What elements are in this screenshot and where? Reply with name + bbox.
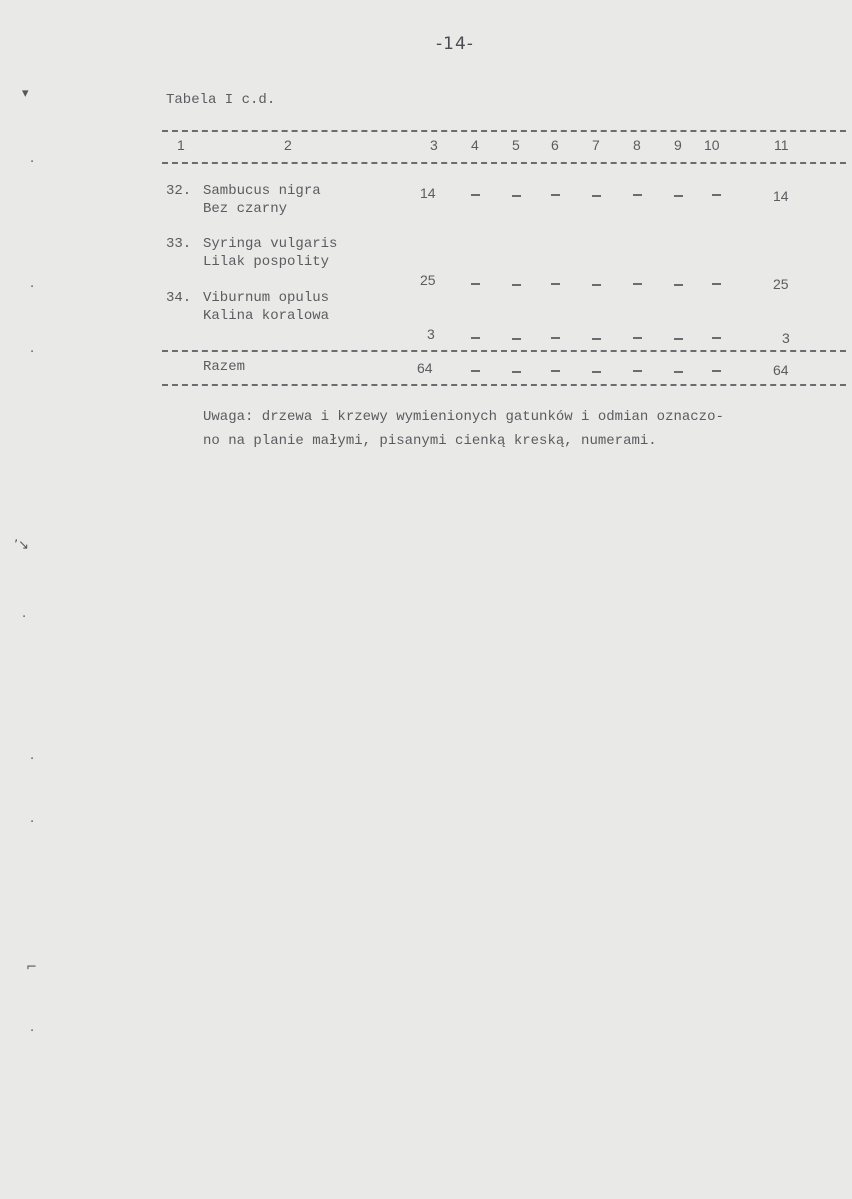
empty-cell-dash xyxy=(674,195,683,197)
column-header: 4 xyxy=(471,137,479,153)
margin-mark: · xyxy=(22,610,27,625)
column-header: 8 xyxy=(633,137,641,153)
column-header: 10 xyxy=(704,137,720,153)
count-col11: 14 xyxy=(773,188,789,204)
table-caption: Tabela I c.d. xyxy=(166,92,276,108)
empty-cell-dash xyxy=(674,284,683,286)
margin-mark: ʼ↘ xyxy=(14,538,30,553)
species-latin: Syringa vulgaris xyxy=(203,236,338,252)
column-header: 1 xyxy=(177,137,185,153)
row-number: 33. xyxy=(166,236,192,252)
species-latin: Sambucus nigra xyxy=(203,183,321,199)
empty-cell-dash xyxy=(551,283,560,285)
total-col3: 64 xyxy=(417,360,433,376)
empty-cell-dash xyxy=(592,195,601,197)
margin-mark: · xyxy=(30,155,35,170)
empty-cell-dash xyxy=(551,194,560,196)
table-rule-total-top xyxy=(162,350,846,352)
empty-cell-dash xyxy=(551,337,560,339)
count-col11: 3 xyxy=(782,330,790,346)
count-col3: 3 xyxy=(427,326,435,342)
species-latin: Viburnum opulus xyxy=(203,290,330,306)
margin-mark: · xyxy=(30,815,35,830)
row-number: 32. xyxy=(166,183,192,199)
empty-cell-dash xyxy=(471,194,480,196)
table-rule-top xyxy=(162,130,846,132)
column-header: 6 xyxy=(551,137,559,153)
column-header: 5 xyxy=(512,137,520,153)
empty-cell-dash xyxy=(633,194,642,196)
margin-mark: · xyxy=(30,752,35,767)
empty-cell-dash xyxy=(674,338,683,340)
count-col3: 25 xyxy=(420,272,436,288)
page-number: -14- xyxy=(436,34,474,54)
empty-cell-dash xyxy=(633,337,642,339)
table-rule-header xyxy=(162,162,846,164)
count-col3: 14 xyxy=(420,185,436,201)
empty-cell-dash xyxy=(592,284,601,286)
empty-cell-dash xyxy=(512,284,521,286)
margin-mark: · xyxy=(30,1024,35,1039)
species-polish: Lilak pospolity xyxy=(203,254,330,270)
margin-mark: ▾ xyxy=(22,86,29,101)
margin-mark: · xyxy=(30,345,35,360)
column-header: 7 xyxy=(592,137,600,153)
row-number: 34. xyxy=(166,290,192,306)
empty-cell-dash xyxy=(633,283,642,285)
total-label: Razem xyxy=(203,359,246,375)
total-col11: 64 xyxy=(773,362,789,378)
empty-cell-dash xyxy=(712,194,721,196)
note-line: Uwaga: drzewa i krzewy wymienionych gatunków i odmian oznaczo- xyxy=(203,409,724,425)
column-header: 3 xyxy=(430,137,438,153)
empty-cell-dash xyxy=(471,337,480,339)
empty-cell-dash xyxy=(512,195,521,197)
empty-cell-dash xyxy=(592,338,601,340)
species-polish: Bez czarny xyxy=(203,201,288,217)
empty-cell-dash xyxy=(551,370,560,372)
empty-cell-dash xyxy=(712,337,721,339)
empty-cell-dash xyxy=(592,371,601,373)
empty-cell-dash xyxy=(512,371,521,373)
empty-cell-dash xyxy=(712,370,721,372)
column-header: 11 xyxy=(774,137,789,153)
margin-mark: · xyxy=(30,280,35,295)
empty-cell-dash xyxy=(712,283,721,285)
table-rule-bottom xyxy=(162,384,846,386)
margin-mark: ⌐ xyxy=(26,960,37,975)
empty-cell-dash xyxy=(512,338,521,340)
count-col11: 25 xyxy=(773,276,789,292)
column-header: 9 xyxy=(674,137,682,153)
empty-cell-dash xyxy=(471,370,480,372)
empty-cell-dash xyxy=(471,283,480,285)
empty-cell-dash xyxy=(674,371,683,373)
column-header: 2 xyxy=(284,137,292,153)
note-line: no na planie małymi, pisanymi cienką kreską, numerami. xyxy=(203,433,657,449)
table-note xyxy=(203,405,843,453)
empty-cell-dash xyxy=(633,370,642,372)
species-polish: Kalina koralowa xyxy=(203,308,330,324)
